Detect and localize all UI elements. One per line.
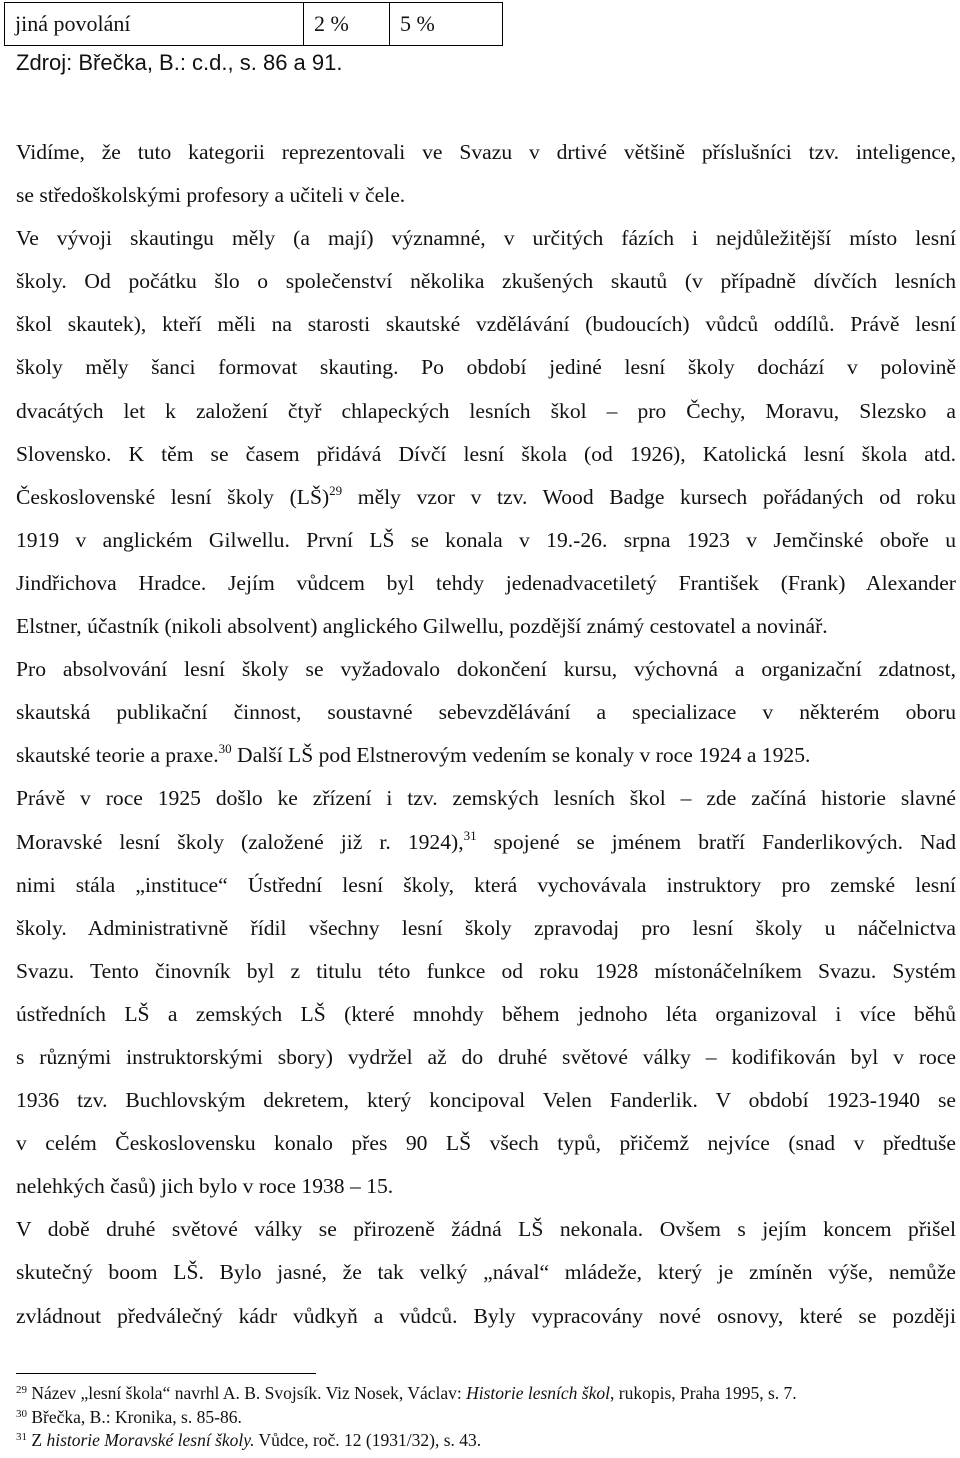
text-line: Pro absolvování lesní školy se vyžadovalo dokončení kursu, výchovná a organizační zdatnost, <box>16 657 956 682</box>
paragraph-1 <box>16 131 956 217</box>
text-line: škol skautek), kteří měli na starosti skautské vzdělávání (budoucích) vůdců oddílů. Právě lesní <box>16 312 956 337</box>
table-cell-occupation: jiná povolání <box>5 3 304 46</box>
text-line: školy měly šanci formovat skauting. Po období jediné lesní školy dochází v polovině <box>16 355 956 380</box>
footnote-mark: 29 <box>16 1384 27 1396</box>
footnote-ref-30[interactable]: 30 <box>218 741 232 757</box>
text-line: Svazu. Tento činovník byl z titulu této funkce od roku 1928 místonáčelníkem Svazu. Systém <box>16 958 956 983</box>
paragraph-4 <box>16 777 956 1208</box>
text-fragment: měly vzor v tzv. Wood Badge kursech pořádaných od roku <box>342 484 956 509</box>
text-line <box>16 821 956 864</box>
text-fragment: Československé lesní školy (LŠ) <box>16 484 330 509</box>
text-line <box>16 734 956 777</box>
text-line: 1936 tzv. Buchlovským dekretem, který koncipoval Velen Fanderlik. V období 1923-1940 se <box>16 1088 956 1113</box>
text-line: se středoškolskými profesory a učiteli v čele. <box>16 183 406 208</box>
occupation-table-fragment <box>4 2 503 46</box>
text-line: zvládnout předválečný kádr vůdkyň a vůdců. Byly vypracovány nové osnovy, které se později <box>16 1303 956 1328</box>
footnote-ref-31[interactable]: 31 <box>463 827 477 843</box>
text-line: nimi stála „instituce“ Ústřední lesní školy, která vychovávala instruktory pro zemské lesní <box>16 872 956 897</box>
text-line: Jindřichova Hradce. Jejím vůdcem byl tehdy jedenadvacetiletý František (Frank) Alexander <box>16 570 956 595</box>
footnote-ref-29[interactable]: 29 <box>329 482 343 498</box>
footnotes <box>16 1382 956 1453</box>
footnote-text: Vůdce, roč. 12 (1931/32), s. 43. <box>254 1430 482 1450</box>
text-line <box>16 476 956 519</box>
text-line: školy. Od počátku šlo o společenství několika zkušených skautů (v případně dívčích lesních <box>16 269 956 294</box>
footnote-30 <box>16 1406 956 1430</box>
text-line: s různými instruktorskými sbory) vydržel až do druhé světové války – kodifikován byl v roce <box>16 1044 956 1069</box>
footnote-text: Z <box>27 1430 47 1450</box>
text-line: ústředních LŠ a zemských LŠ (které mnohdy během jednoho léta organizoval i více běhů <box>16 1001 956 1026</box>
text-line: dvacátých let k založení čtyř chlapeckých lesních škol – pro Čechy, Moravu, Slezsko a <box>16 398 956 423</box>
text-line: školy. Administrativně řídil všechny lesní školy zpravodaj pro lesní školy u náčelnictva <box>16 915 956 940</box>
text-line: Právě v roce 1925 došlo ke zřízení i tzv. zemských lesních škol – zde začíná historie slavné <box>16 786 956 811</box>
table-cell-value-1: 2 % <box>304 3 390 46</box>
text-fragment: skautské teorie a praxe. <box>16 743 219 768</box>
text-line: Vidíme, že tuto kategorii reprezentovali ve Svazu v drtivé většině příslušníci tzv. inteligence, <box>16 140 956 164</box>
text-line: Slovensko. K těm se časem přidává Dívčí lesní škola (od 1926), Katolická lesní škola atd. <box>16 441 956 466</box>
text-fragment: Moravské lesní školy (založené již r. 1924), <box>16 829 464 854</box>
text-line: skautská publikační činnost, soustavné sebevzdělávání a specializace v některém oboru <box>16 700 956 725</box>
table-source-note: Zdroj: Břečka, B.: c.d., s. 86 a 91. <box>16 50 343 75</box>
footnote-mark: 31 <box>16 1431 27 1443</box>
body-text <box>16 131 956 1338</box>
text-line: Ve vývoji skautingu měly (a mají) významné, v určitých fázích i nejdůležitější místo lesní <box>16 226 956 251</box>
text-line: nelehkých časů) jich bylo v roce 1938 – 15. <box>16 1174 394 1199</box>
footnote-mark: 30 <box>16 1407 27 1420</box>
footnote-text: Název „lesní škola“ navrhl A. B. Svojsík. Viz Nosek, Václav: <box>27 1383 467 1403</box>
text-line: Elstner, účastník (nikoli absolvent) anglického Gilwellu, pozdější známý cestovatel a novinář. <box>16 614 828 639</box>
footnote-italic-title: historie Moravské lesní školy. <box>46 1430 255 1450</box>
text-line: v celém Československu konalo přes 90 LŠ všech typů, přičemž nejvíce (snad v předtuše <box>16 1131 956 1156</box>
footnote-29 <box>16 1382 956 1406</box>
footnote-text: , rukopis, Praha 1995, s. 7. <box>610 1383 797 1403</box>
paragraph-3 <box>16 648 956 777</box>
text-line: 1919 v anglickém Gilwellu. První LŠ se konala v 19.-26. srpna 1923 v Jemčinské oboře u <box>16 527 956 552</box>
text-line: skutečný boom LŠ. Bylo jasné, že tak velký „nával“ mládeže, který je zmíněn výše, nemůže <box>16 1260 956 1285</box>
paragraph-2 <box>16 217 956 648</box>
text-line: V době druhé světové války se přirozeně žádná LŠ nekonala. Ovšem s jejím koncem přišel <box>16 1217 956 1242</box>
table-row <box>5 3 503 46</box>
footnote-separator <box>16 1373 316 1374</box>
footnote-italic-title: Historie lesních škol <box>466 1383 610 1403</box>
text-fragment: Další LŠ pod Elstnerovým vedením se konaly v roce 1924 a 1925. <box>231 743 811 768</box>
table-cell-value-2: 5 % <box>390 3 503 46</box>
text-fragment: spojené se jménem bratří Fanderlikových. Nad <box>476 829 956 854</box>
paragraph-5 <box>16 1208 956 1337</box>
footnote-text: Břečka, B.: Kronika, s. 85-86. <box>27 1406 242 1427</box>
footnote-31 <box>16 1429 956 1453</box>
